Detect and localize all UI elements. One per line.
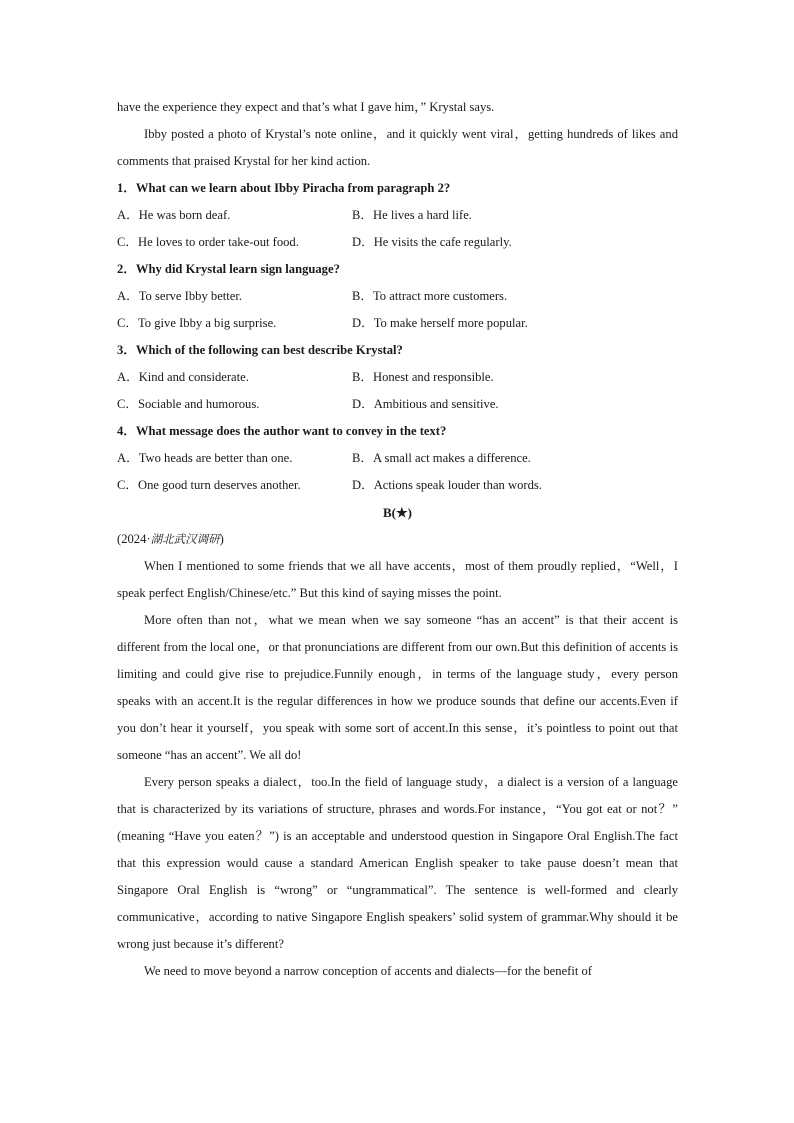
option-b: B．He lives a hard life. [352,208,472,222]
question-stem: 1．What can we learn about Ibby Piracha from paragraph 2? [117,181,451,195]
option-a: A．He was born deaf. [117,208,231,222]
document-page [117,94,678,985]
passage-paragraph: Every person speaks a dialect，too.In the field of language study，a dialect is a version of a language that is characterized by its variations of structure, phrases and words.For instance，“You got eat or not？” (meaning “Have you eaten？”) is an acceptable and understood question in Singapore Oral English.The fact that this expression would cause a standard American English speaker to take pause doesn’t mean that Singapore Oral English is “wrong” or “ungrammatical”. The sentence is well-formed and clearly communicative，according to native Singapore English speakers’ solid system of grammar.Why should it be wrong just because it’s different? [117,775,678,951]
option-d: D．Ambitious and sensitive. [352,397,499,411]
source-year: (2024· [117,532,151,546]
question-stem: 2．Why did Krystal learn sign language? [117,262,340,276]
passage-paragraph: More often than not，what we mean when we say someone “has an accent” is that their accent is different from the local one，or that pronunciations are different from our own.But this definition of accents is limiting and could give rise to prejudice.Funnily enough，in terms of the language study，every person speaks with an accent.It is the regular differences in how we produce sounds that define our accents.Even if you don’t hear it yourself，you speak with some sort of accent.In this sense，it’s pointless to point out that someone “has an accent”. We all do! [117,613,678,762]
option-a: A．To serve Ibby better. [117,289,243,303]
question-stem: 4．What message does the author want to convey in the text? [117,424,447,438]
question-3 [117,337,678,418]
option-b: B．A small act makes a difference. [352,451,531,465]
option-a: A．Two heads are better than one. [117,451,293,465]
option-b: B．To attract more customers. [352,289,508,303]
option-c: C．He loves to order take-out food. [117,235,299,249]
option-a: A．Kind and considerate. [117,370,249,384]
question-2 [117,256,678,337]
option-d: D．He visits the cafe regularly. [352,235,512,249]
passage-paragraph: When I mentioned to some friends that we all have accents，most of them proudly replied，“Well，I speak perfect English/Chinese/etc.” But this kind of saying misses the point. [117,559,678,600]
option-d: D．Actions speak louder than words. [352,478,542,492]
source-close: ) [219,532,224,546]
source-note [117,526,678,553]
option-b: B．Honest and responsible. [352,370,494,384]
question-1 [117,175,678,256]
option-c: C．Sociable and humorous. [117,397,260,411]
option-c: C．To give Ibby a big surprise. [117,316,277,330]
passage-paragraph: We need to move beyond a narrow conception of accents and dialects—for the benefit of [144,964,592,978]
option-d: D．To make herself more popular. [352,316,528,330]
section-heading: B(★) [383,505,412,520]
passage-line: have the experience they expect and that’s what I gave him，” Krystal says. [117,100,495,114]
question-4 [117,418,678,499]
passage-paragraph: Ibby posted a photo of Krystal’s note online，and it quickly went viral，getting hundreds of likes and comments that praised Krystal for her kind action. [117,127,678,168]
question-stem: 3．Which of the following can best describe Krystal? [117,343,403,357]
option-c: C．One good turn deserves another. [117,478,301,492]
source-place: 湖北武汉调研 [150,532,220,546]
